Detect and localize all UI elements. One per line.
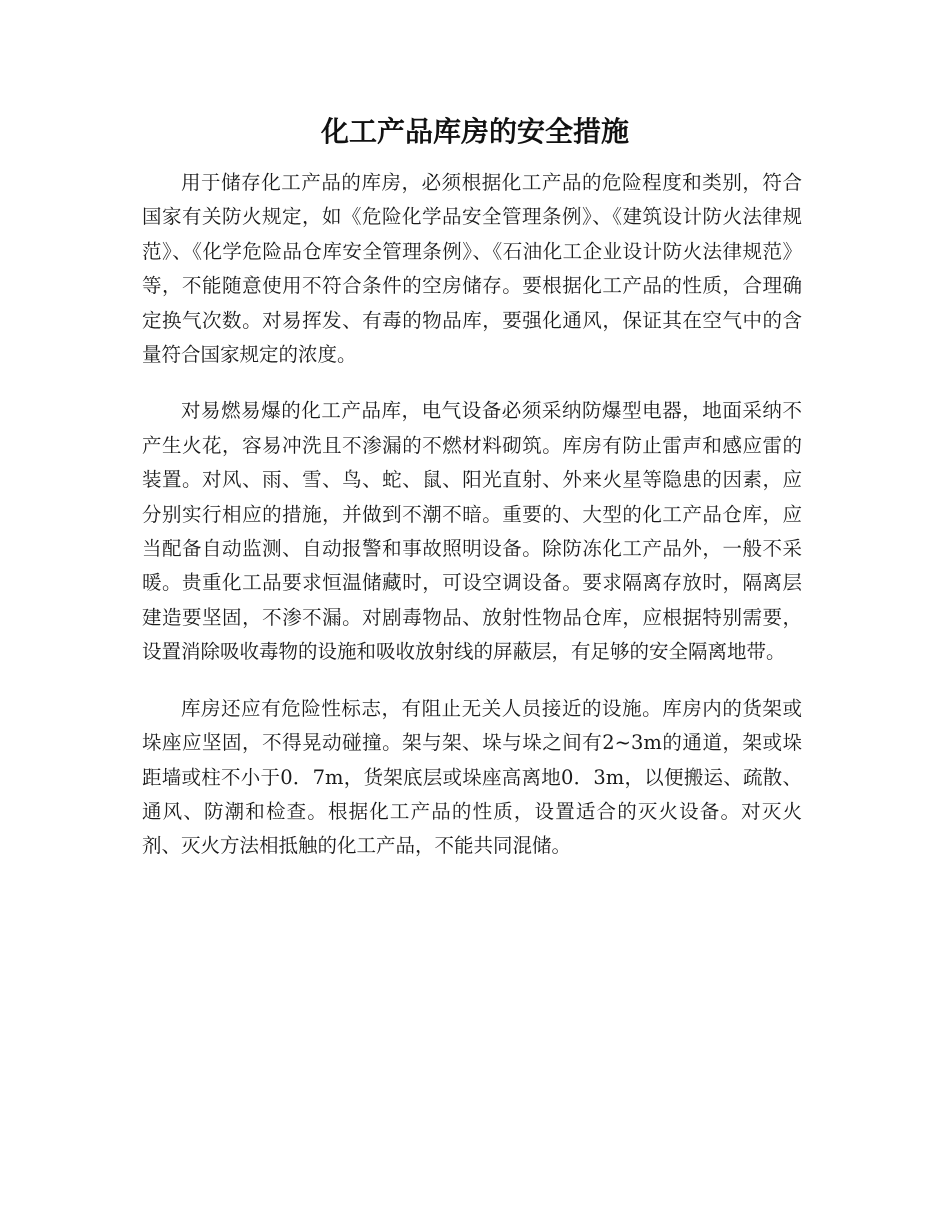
paragraph-explosion-protection: 对易燃易爆的化工产品库，电气设备必须采纳防爆型电器，地面采纳不产生火花，容易冲洗且不渗漏的不燃材料砌筑。库房有防止雷声和感应雷的装置。对风、雨、雪、鸟、蛇、鼠、阳光直射、外来火星等隐患的因素，应分别实行相应的措施，并做到不潮不暗。重要的、大型的化工产品仓库，应当配备自动监测、自动报警和事故照明设备。除防冻化工产品外，一般不采暖。贵重化工品要求恒温储藏时，可设空调设备。要求隔离存放时，隔离层建造要坚固，不渗不漏。对剧毒物品、放射性物品仓库，应根据特别需要，设置消除吸收毒物的设施和吸收放射线的屏蔽层，有足够的安全隔离地带。 xyxy=(142,399,802,664)
paragraph-storage-requirements: 用于储存化工产品的库房，必须根据化工产品的危险程度和类别，符合国家有关防火规定，如《危险化学品安全管理条例》、《建筑设计防火法律规范》、《化学危险品仓库安全管理条例》、《石油化工企业设计防火法律规范》等，不能随意使用不符合条件的空房储存。要根据化工产品的性质，合理确定换气次数。对易挥发、有毒的物品库，要强化通风，保证其在空气中的含量符合国家规定的浓度。 xyxy=(142,171,802,367)
paragraph-warning-signs: 库房还应有危险性标志，有阻止无关人员接近的设施。库房内的货架或垛座应坚固，不得晃动碰撞。架与架、垛与垛之间有2~3m的通道，架或垛距墙或柱不小于0．7m，货架底层或垛座高离地0．3m，以便搬运、疏散、通风、防潮和检查。根据化工产品的性质，设置适合的灭火设备。对灭火剂、灭火方法相抵触的化工产品，不能共同混储。 xyxy=(142,696,802,858)
document-title: 化工产品库房的安全措施 xyxy=(320,115,629,148)
document-body xyxy=(142,166,802,886)
